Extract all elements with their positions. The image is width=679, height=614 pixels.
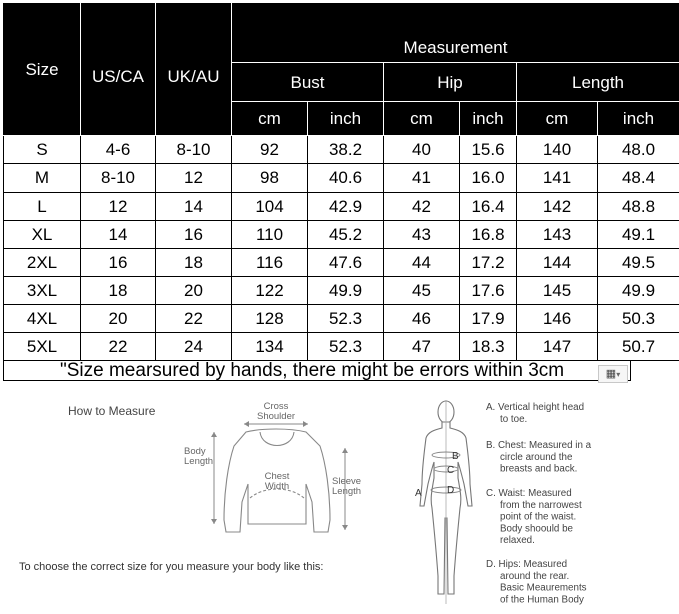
- hip-cm-cell: 43: [384, 220, 460, 248]
- bust-inch-cell: 52.3: [308, 304, 384, 332]
- size-cell: L: [4, 192, 81, 220]
- bust-inch-cell: 47.6: [308, 248, 384, 276]
- bust-inch-cell: 42.9: [308, 192, 384, 220]
- table-row: [4, 164, 679, 192]
- paste-options-button[interactable]: [598, 365, 628, 383]
- garment-measure-diagram: [0, 392, 400, 614]
- length-inch-cell: 50.7: [598, 332, 679, 360]
- hip-cm-cell: 46: [384, 304, 460, 332]
- hip-inch-cell: 17.2: [460, 248, 517, 276]
- bust-inch-cell: 49.9: [308, 276, 384, 304]
- bust-cm-cell: 104: [232, 192, 308, 220]
- size-header: Size: [4, 4, 81, 136]
- length-cm-cell: 144: [517, 248, 598, 276]
- bust-cm-cell: 134: [232, 332, 308, 360]
- legend-line: point of the waist.: [500, 511, 577, 523]
- us-ca-cell: 12: [81, 192, 156, 220]
- how-to-measure-title: How to Measure: [68, 404, 156, 418]
- length-inch-cell: 48.0: [598, 136, 679, 164]
- sleeve-length-label: Length: [332, 486, 362, 497]
- cross-shoulder-label-2: Shoulder: [256, 411, 296, 422]
- bust-inch-cell: 52.3: [308, 332, 384, 360]
- us-ca-header: US/CA: [81, 4, 156, 136]
- hip-header: Hip: [384, 63, 517, 102]
- uk-au-cell: 16: [156, 220, 232, 248]
- bust-inch-cell: 38.2: [308, 136, 384, 164]
- legend-line: relaxed.: [500, 535, 535, 547]
- size-chart-table: [3, 3, 679, 361]
- legend-line: D. Hips: Measured: [486, 559, 568, 570]
- chest-width-label: Width: [264, 481, 290, 492]
- uk-au-cell: 8-10: [156, 136, 232, 164]
- paste-options-icon: ▦: [605, 368, 617, 380]
- body-letter-a: A: [415, 488, 422, 499]
- hip-cm-header: cm: [384, 102, 460, 136]
- size-cell: 5XL: [4, 332, 81, 360]
- measurement-legend: [484, 400, 676, 610]
- us-ca-cell: 18: [81, 276, 156, 304]
- table-row: [4, 248, 679, 276]
- length-cm-cell: 147: [517, 332, 598, 360]
- hip-cm-cell: 47: [384, 332, 460, 360]
- hip-cm-cell: 42: [384, 192, 460, 220]
- hip-inch-header: inch: [460, 102, 517, 136]
- bust-cm-cell: 92: [232, 136, 308, 164]
- hip-inch-cell: 15.6: [460, 136, 517, 164]
- legend-line: C. Waist: Measured: [486, 488, 572, 499]
- body-letter-b: B: [452, 451, 459, 462]
- size-cell: 2XL: [4, 248, 81, 276]
- size-cell: XL: [4, 220, 81, 248]
- length-inch-cell: 48.8: [598, 192, 679, 220]
- table-row: [4, 192, 679, 220]
- uk-au-header: UK/AU: [156, 4, 232, 136]
- hip-inch-cell: 16.8: [460, 220, 517, 248]
- table-row: [4, 220, 679, 248]
- hip-inch-cell: 17.9: [460, 304, 517, 332]
- length-inch-header: inch: [598, 102, 679, 136]
- body-length-label: Body: [184, 446, 206, 457]
- hip-cm-cell: 40: [384, 136, 460, 164]
- uk-au-cell: 12: [156, 164, 232, 192]
- legend-line: B. Chest: Measured in a: [486, 440, 592, 451]
- length-cm-cell: 141: [517, 164, 598, 192]
- hip-inch-cell: 16.0: [460, 164, 517, 192]
- legend-line: of the Human Body: [500, 594, 584, 606]
- table-row: [4, 276, 679, 304]
- bust-inch-cell: 40.6: [308, 164, 384, 192]
- length-cm-cell: 145: [517, 276, 598, 304]
- length-cm-header: cm: [517, 102, 598, 136]
- measurement-header: Measurement: [232, 4, 679, 63]
- size-cell: 3XL: [4, 276, 81, 304]
- legend-line: Body shoould be: [500, 523, 573, 535]
- cross-shoulder-label: Cross: [263, 401, 289, 412]
- table-row: [4, 136, 679, 164]
- legend-line: circle around the: [500, 451, 573, 463]
- us-ca-cell: 22: [81, 332, 156, 360]
- body-measure-figure: [410, 398, 482, 610]
- bust-cm-header: cm: [232, 102, 308, 136]
- legend-line: around the rear.: [500, 570, 570, 582]
- hip-inch-cell: 16.4: [460, 192, 517, 220]
- body-length-label-2: Length: [184, 456, 214, 467]
- measure-instruction: To choose the correct size for you measure your body like this:: [19, 561, 324, 573]
- uk-au-cell: 14: [156, 192, 232, 220]
- uk-au-cell: 20: [156, 276, 232, 304]
- uk-au-cell: 18: [156, 248, 232, 276]
- length-inch-cell: 49.5: [598, 248, 679, 276]
- length-cm-cell: 140: [517, 136, 598, 164]
- length-cm-cell: 143: [517, 220, 598, 248]
- length-inch-cell: 49.1: [598, 220, 679, 248]
- hip-inch-cell: 17.6: [460, 276, 517, 304]
- body-letter-c: C: [447, 465, 455, 476]
- chest-label: Chest: [264, 471, 290, 482]
- size-cell: S: [4, 136, 81, 164]
- length-inch-cell: 48.4: [598, 164, 679, 192]
- sleeve-label: Sleeve: [332, 476, 362, 487]
- us-ca-cell: 20: [81, 304, 156, 332]
- us-ca-cell: 14: [81, 220, 156, 248]
- legend-line: to toe.: [500, 413, 528, 425]
- legend-line: breasts and back.: [500, 463, 578, 475]
- us-ca-cell: 16: [81, 248, 156, 276]
- bust-cm-cell: 110: [232, 220, 308, 248]
- us-ca-cell: 4-6: [81, 136, 156, 164]
- bust-header: Bust: [232, 63, 384, 102]
- bust-inch-cell: 45.2: [308, 220, 384, 248]
- body-letter-d: D: [447, 485, 455, 496]
- hip-cm-cell: 41: [384, 164, 460, 192]
- bust-cm-cell: 116: [232, 248, 308, 276]
- hip-inch-cell: 18.3: [460, 332, 517, 360]
- bust-inch-header: inch: [308, 102, 384, 136]
- uk-au-cell: 22: [156, 304, 232, 332]
- length-header: Length: [517, 63, 679, 102]
- legend-line: from the narrowest: [500, 499, 582, 511]
- bust-cm-cell: 122: [232, 276, 308, 304]
- table-row: [4, 304, 679, 332]
- size-cell: M: [4, 164, 81, 192]
- measurement-note: "Size mearsured by hands, there might be errors within 3cm: [3, 361, 631, 381]
- table-row: [4, 332, 679, 360]
- legend-line: A. Vertical height head: [486, 402, 585, 413]
- length-inch-cell: 49.9: [598, 276, 679, 304]
- uk-au-cell: 24: [156, 332, 232, 360]
- length-cm-cell: 142: [517, 192, 598, 220]
- hip-cm-cell: 44: [384, 248, 460, 276]
- bust-cm-cell: 128: [232, 304, 308, 332]
- hip-cm-cell: 45: [384, 276, 460, 304]
- size-cell: 4XL: [4, 304, 81, 332]
- length-inch-cell: 50.3: [598, 304, 679, 332]
- bust-cm-cell: 98: [232, 164, 308, 192]
- us-ca-cell: 8-10: [81, 164, 156, 192]
- legend-list: [486, 402, 592, 605]
- chevron-down-icon: ▾: [616, 370, 621, 379]
- length-cm-cell: 146: [517, 304, 598, 332]
- legend-line: Basic Meaurements: [500, 582, 587, 594]
